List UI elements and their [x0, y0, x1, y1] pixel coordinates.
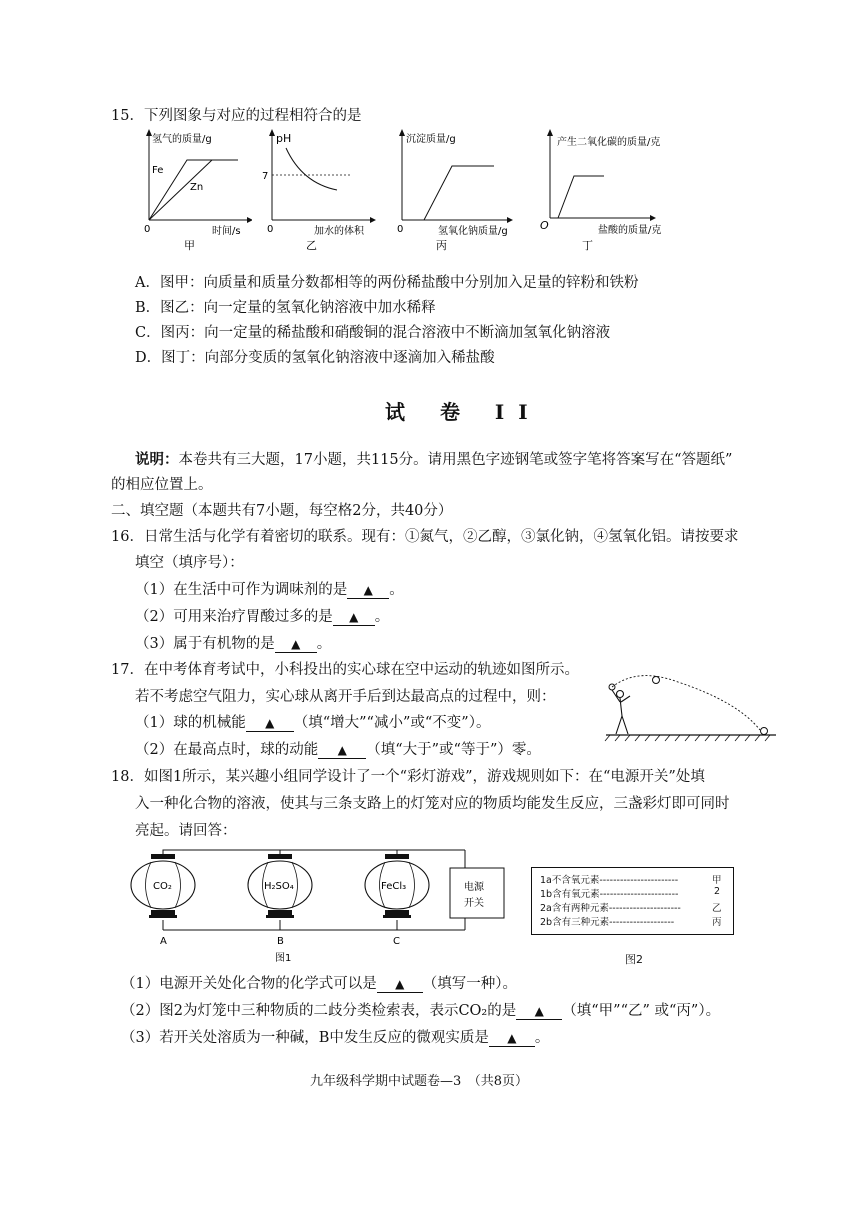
q18-answer-blank-1[interactable]: [377, 976, 423, 993]
bing-xlabel: 氢氧化钠质量/g: [438, 226, 508, 237]
jia-ylabel: 氢气的质量/g: [152, 134, 212, 145]
key-row-2a-result: 乙: [712, 903, 722, 914]
q18-sub1-text: （1）电源开关处化合物的化学式可以是: [121, 976, 377, 992]
ball-top: [653, 677, 660, 684]
q17-answer-blank-1[interactable]: [246, 715, 294, 732]
q16-answer-blank-2[interactable]: [333, 609, 375, 626]
figure-2-key: [531, 867, 734, 935]
key-row-1b: 1b含有氧元素-----------------------: [540, 889, 679, 900]
q17-sub2-end: （填“大于”或“等于”）零。: [366, 742, 541, 758]
note-line1: 本卷共有三大题，17小题，共115分。请用黑色字迹钢笔或签字笔将答案写在“答题纸”: [178, 452, 733, 468]
yi-ylabel: pH: [276, 132, 292, 145]
q16-answer-blank-3[interactable]: [275, 636, 317, 653]
key-row-2a: 2a含有两种元素---------------------: [540, 903, 681, 914]
jia-zn-label: Zn: [190, 182, 204, 193]
bing-ylabel: 沉淀质量/g: [406, 134, 456, 145]
jia-xlabel: 时间/s: [212, 226, 241, 237]
q16-sub2-text: （2）可用来治疗胃酸过多的是: [135, 609, 333, 625]
q17-sub1-end: （填“增大”“减小”或“不变”）。: [293, 715, 491, 731]
lantern-b-label: B: [277, 936, 284, 947]
q17-sub2-text: （2）在最高点时，球的动能: [135, 742, 319, 758]
graph-jia: [132, 128, 252, 253]
q15-stem: 15．下列图象与对应的过程相符合的是: [111, 108, 362, 124]
exam-note: [135, 448, 732, 469]
jia-origin: 0: [144, 224, 151, 235]
figure-2-caption: 图2: [625, 953, 643, 966]
q18-sub1-end: （填写一种）。: [422, 976, 517, 992]
blank-marker: ▲: [349, 610, 359, 624]
bing-caption: 丙: [436, 239, 447, 252]
q18-sub2-end: （填“甲”“乙” 或“丙”）。: [562, 1003, 721, 1019]
q15-option-c: C．图丙：向一定量的稀盐酸和硝酸铜的混合溶液中不断滴加氢氧化钠溶液: [135, 325, 611, 341]
q16-sub2: [135, 605, 389, 626]
q16-sub2-end: 。: [374, 609, 390, 625]
q17-sub2: [135, 738, 541, 759]
blank-marker: ▲: [363, 583, 373, 597]
shot-put-figure: [598, 672, 778, 752]
power-switch-box: [450, 868, 504, 918]
key-row-1b-result: 2: [714, 886, 721, 897]
lantern-c-label: C: [393, 936, 400, 947]
q17-answer-blank-2[interactable]: [318, 742, 366, 759]
q18-stem-2: 入一种化合物的溶液，使其与三条支路上的灯笼对应的物质均能发生反应，三盏彩灯即可同时: [135, 796, 730, 812]
q18-sub3: [121, 1026, 549, 1047]
q16-stem-1: 16．日常生活与化学有着密切的联系。现有：①氮气，②乙醇，③氯化钠，④氢氧化铝。请按要求: [111, 529, 739, 545]
part2-heading: 二、填空题（本题共有7小题，每空格2分，共40分）: [111, 503, 453, 519]
figure-1-caption: 图1: [275, 953, 292, 964]
q17-sub1-text: （1）球的机械能: [135, 715, 246, 731]
key-row-1a: 1a不含氧元素-----------------------: [540, 875, 679, 886]
blank-marker: ▲: [534, 1004, 544, 1018]
jia-fe-label: Fe: [152, 165, 164, 176]
ding-ylabel: 产生二氧化碳的质量/克: [557, 137, 661, 148]
yi-origin: 0: [267, 224, 274, 235]
q18-answer-blank-2[interactable]: [516, 1003, 562, 1020]
q16-sub3: [135, 632, 331, 653]
q18-sub1: [121, 972, 517, 993]
blank-marker: ▲: [395, 977, 405, 991]
section-title: 试 卷 II: [385, 400, 542, 424]
q16-sub1: [135, 578, 404, 599]
q15-option-b: B．图乙：向一定量的氢氧化钠溶液中加水稀释: [135, 300, 436, 316]
graph-ding: [538, 128, 698, 253]
lantern-c: [365, 854, 429, 918]
switch-line-2: 开关: [464, 898, 484, 909]
q18-sub3-end: 。: [534, 1030, 550, 1046]
figure-1-circuit: [125, 848, 510, 966]
yi-caption: 乙: [306, 239, 317, 252]
switch-line-1: 电源: [464, 882, 484, 893]
q16-sub1-end: 。: [389, 582, 404, 598]
blank-marker: ▲: [337, 743, 347, 757]
lantern-a: [131, 854, 195, 918]
q17-sub1: [135, 711, 490, 732]
q18-sub2: [121, 999, 720, 1020]
lantern-a-formula: CO₂: [153, 881, 172, 892]
ding-caption: 丁: [582, 239, 593, 252]
q18-sub2-text: （2）图2为灯笼中三种物质的二歧分类检索表，表示CO₂的是: [121, 1003, 517, 1019]
q15-option-a: A．图甲：向质量和质量分数都相等的两份稀盐酸中分别加入足量的锌粉和铁粉: [135, 275, 639, 291]
ball-land: [761, 728, 768, 735]
q16-stem-2: 填空（填序号）：: [135, 555, 244, 571]
note-label: 说明：: [135, 451, 179, 468]
key-row-2b: 2b含有三种元素-------------------: [540, 917, 675, 928]
graph-yi: [262, 128, 382, 253]
lantern-c-formula: FeCl₃: [381, 881, 407, 892]
q18-stem-1: 18．如图1所示，某兴趣小组同学设计了一个“彩灯游戏”，游戏规则如下：在“电源开关”处填: [111, 769, 705, 785]
q18-stem-3: 亮起。请回答：: [135, 823, 237, 839]
q17-stem-2: 若不考虑空气阻力，实心球从离开手后到达最高点的过程中，则：: [135, 689, 556, 705]
key-row-1a-result: 甲: [712, 875, 722, 886]
q18-answer-blank-3[interactable]: [489, 1030, 535, 1047]
q16-sub3-text: （3）属于有机物的是: [135, 636, 275, 652]
blank-marker: ▲: [291, 637, 301, 651]
q17-stem-1: 17．在中考体育考试中，小科投出的实心球在空中运动的轨迹如图所示。: [111, 662, 579, 678]
q16-answer-blank-1[interactable]: [347, 582, 389, 599]
athlete-figure: [612, 690, 630, 734]
key-row-2b-result: 丙: [712, 917, 722, 928]
blank-marker: ▲: [507, 1031, 517, 1045]
page-footer: 九年级科学期中试题卷—3 （共8页）: [310, 1074, 529, 1089]
lantern-b: [248, 854, 312, 918]
graph-bing: [392, 128, 522, 253]
lantern-b-formula: H₂SO₄: [264, 881, 294, 892]
yi-ytick: 7: [262, 171, 269, 182]
bing-origin: 0: [397, 224, 404, 235]
note-line2: 的相应位置上。: [111, 477, 213, 493]
ding-origin: O: [540, 219, 549, 232]
q16-sub1-text: （1）在生活中可作为调味剂的是: [135, 582, 348, 598]
lantern-a-label: A: [160, 936, 167, 947]
blank-marker: ▲: [265, 716, 275, 730]
ding-xlabel: 盐酸的质量/克: [598, 225, 662, 236]
q15-option-d: D．图丁：向部分变质的氢氧化钠溶液中逐滴加入稀盐酸: [135, 350, 495, 366]
q18-sub3-text: （3）若开关处溶质为一种碱，B中发生反应的微观实质是: [121, 1030, 489, 1046]
jia-caption: 甲: [184, 239, 195, 252]
q16-sub3-end: 。: [316, 636, 332, 652]
yi-xlabel: 加水的体积: [314, 226, 364, 237]
